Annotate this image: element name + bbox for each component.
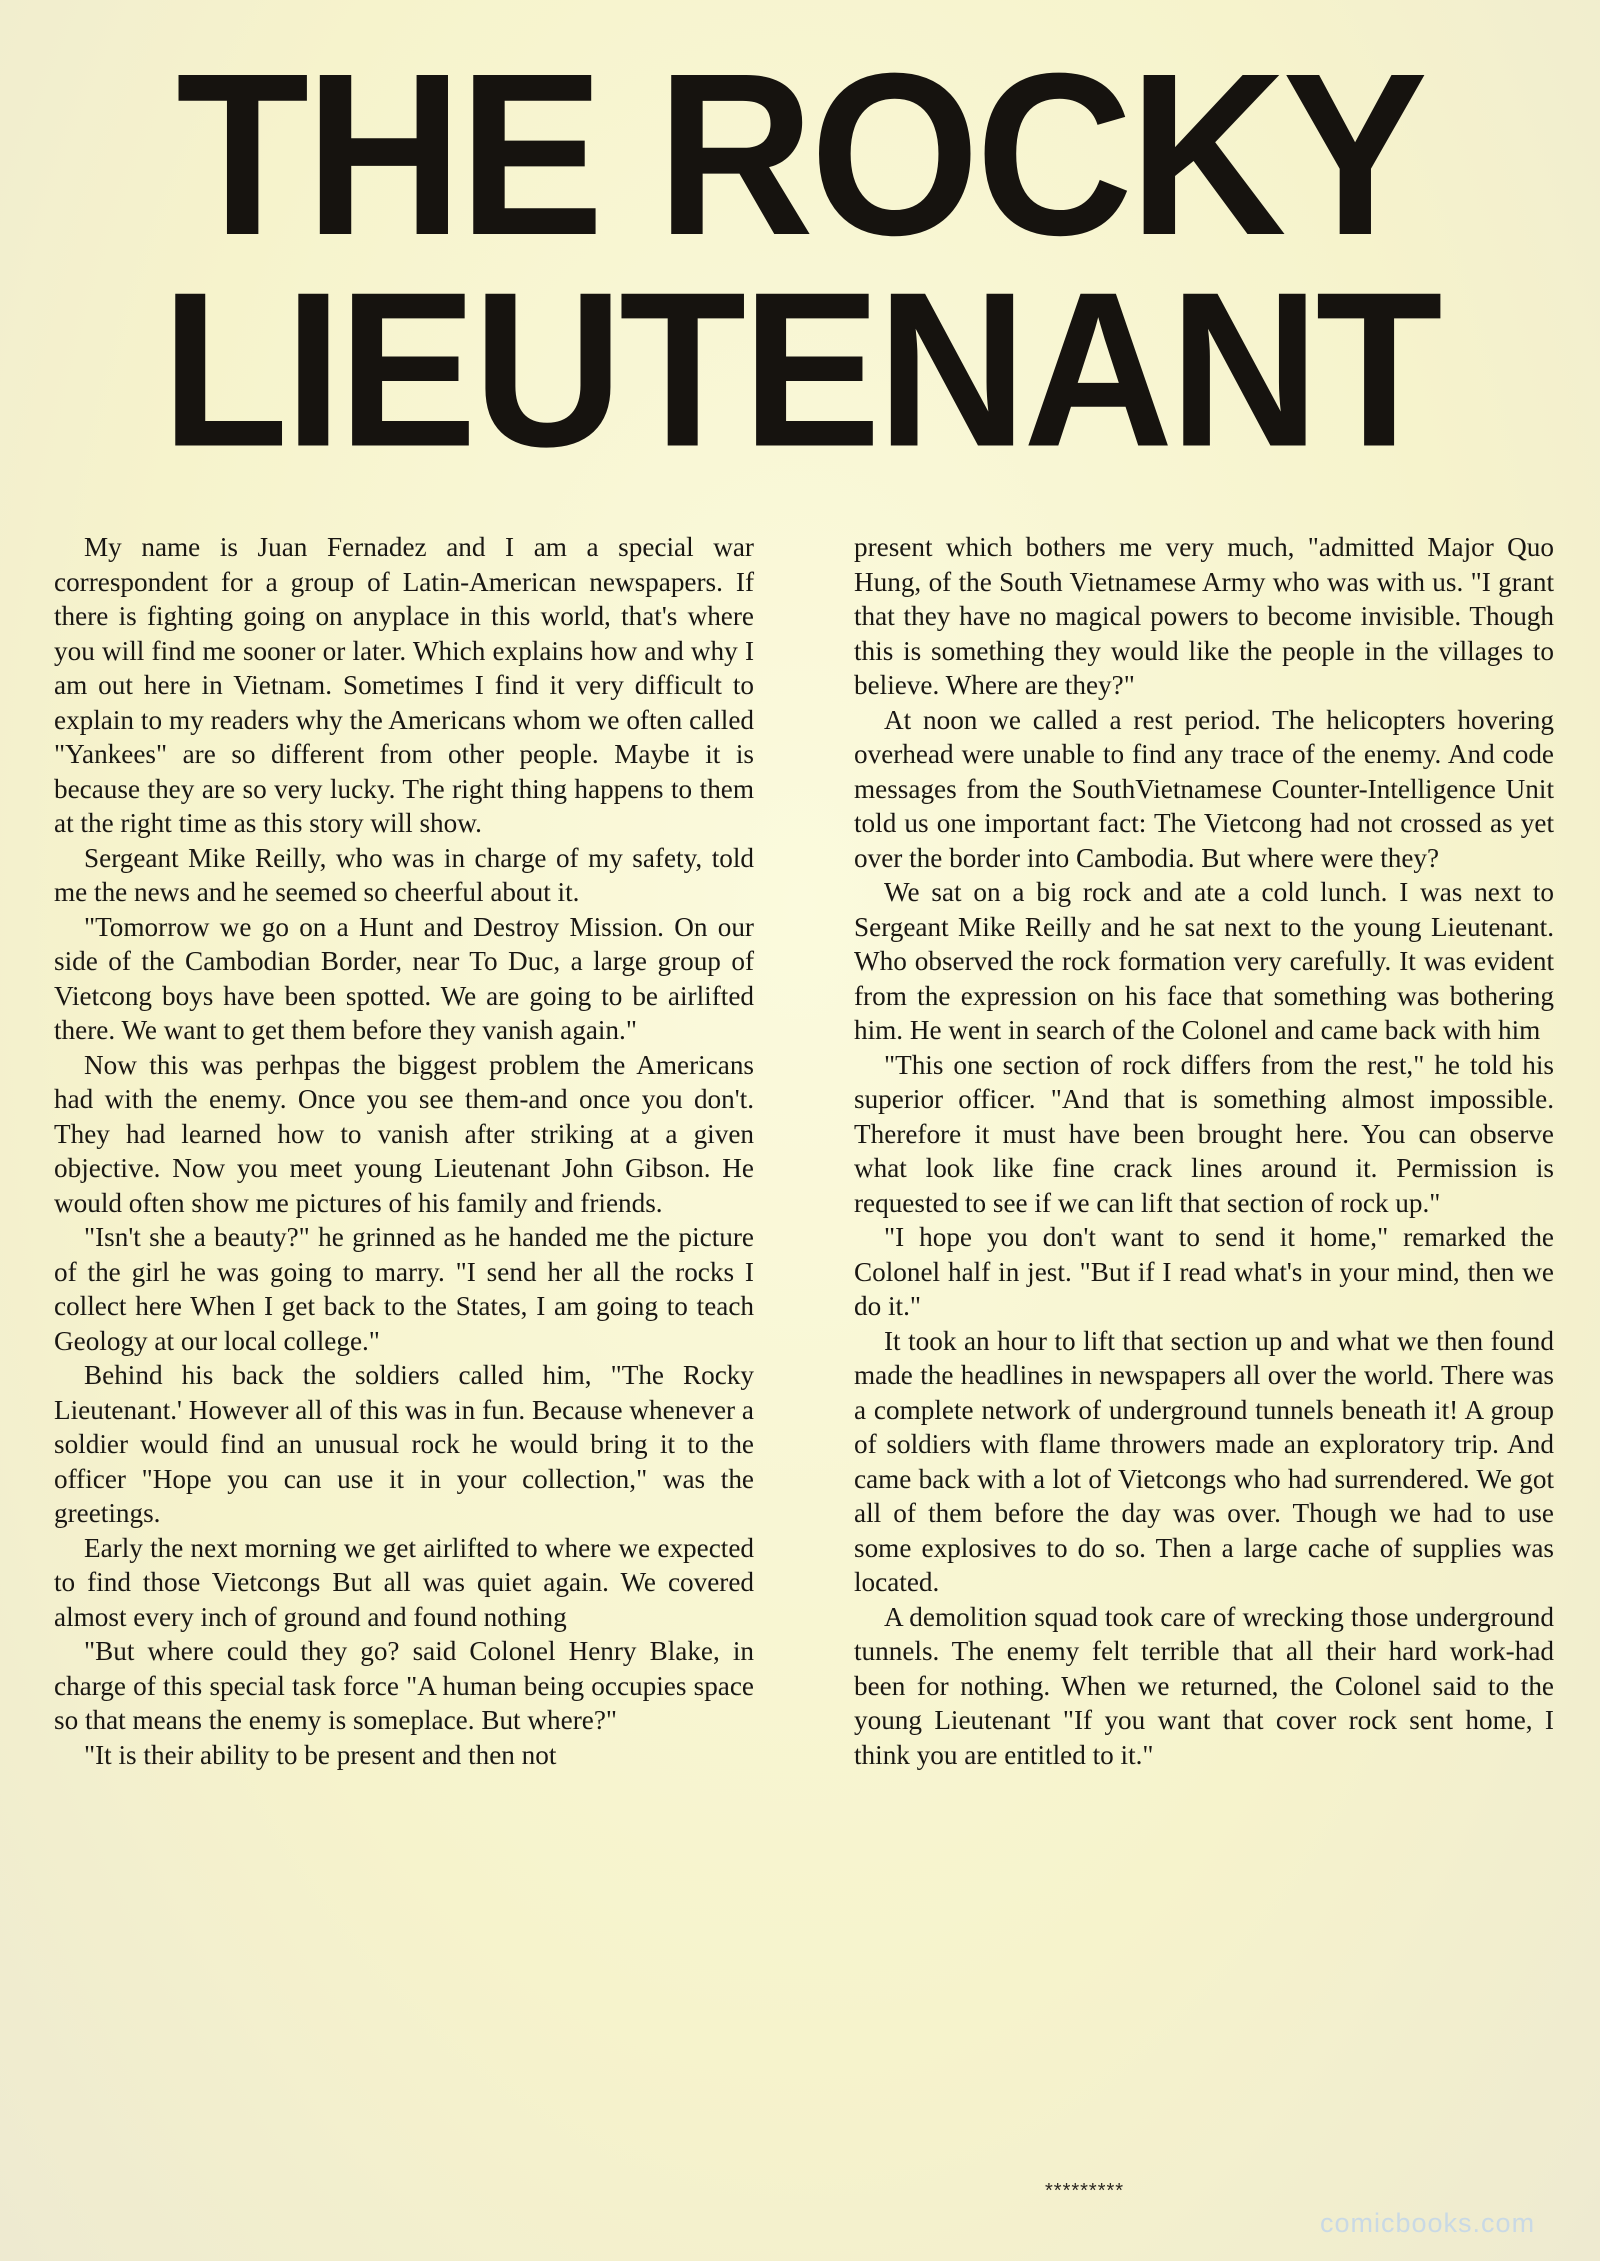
paragraph: "Tomorrow we go on a Hunt and Destroy Mission. On our side of the Cambodian Border, near To Duc, a large group of Vietcong boys have been spotted. We are going to be airlifted there. We want to get them before they vanish again." [54,911,754,1045]
watermark: comicbooks.com [1320,2208,1536,2238]
paragraph: Now this was perhpas the biggest problem the Americans had with the enemy. Once you see them-and once you don't. They had learned how to vanish after striking at a given objective. Now you meet young Lieutenant John Gibson. He would often show me pictures of his family and friends. [54,1049,754,1218]
paragraph: My name is Juan Fernadez and I am a special war correspondent for a group of Latin-American newspapers. If there is fighting going on anyplace in this world, that's where you will find me sooner or later. Which explains how and why I am out here in Vietnam. Sometimes I find it very difficult to explain to my readers why the Americans whom we often called "Yankees" are so different from other people. Maybe it is because they are so very lucky. The right thing happens to them at the right time as this story will show. [54,532,754,838]
right-column [854,530,1554,1772]
paragraph-continuation: present which bothers me very much, "admitted Major Quo Hung, of the South Vietnamese Army who was with us. "I grant that they have no magical powers to become invisible. Though this is something they would like the people in the villages to believe. Where are they?" [854,532,1554,700]
end-mark: ********* [1045,2180,1125,2202]
paragraph: "This one section of rock differs from the rest," he told his superior officer. "And that is something almost impossible. Therefore it must have been brought here. You can observe what look like fine crack lines around it. Permission is requested to see if we can lift that section of rock up." [854,1049,1554,1218]
paragraph: Early the next morning we get airlifted to where we expected to find those Vietcongs But all was quiet again. We covered almost every inch of ground and found nothing [54,1532,754,1632]
left-column [54,530,754,1772]
story-body [54,530,1554,2180]
story-title [120,26,1480,500]
paragraph: "Isn't she a beauty?" he grinned as he handed me the picture of the girl he was going to marry. "I send her all the rocks I collect here When I get back to the States, I am going to teach Geology at our local college." [54,1222,754,1356]
title-line-1: THE ROCKY [176,26,1424,284]
paragraph: We sat on a big rock and ate a cold lunch. I was next to Sergeant Mike Reilly and he sat next to the young Lieutenant. Who observed the rock formation very carefully. It was evident from the expression on his face that something was bothering him. He went in search of the Colonel and came back with him [854,877,1554,1045]
paragraph: A demolition squad took care of wrecking those underground tunnels. The enemy felt terrible that all their hard work-had been for nothing. When we returned, the Colonel said to the young Lieutenant "If you want that cover rock sent home, I think you are entitled to it." [854,1601,1554,1770]
title-line-2: LIEUTENANT [161,247,1439,494]
paragraph: At noon we called a rest period. The helicopters hovering overhead were unable to find any trace of the enemy. And code messages from the SouthVietnamese Counter-Intelligence Unit told us one important fact: The Vietcong had not crossed as yet over the border into Cambodia. But where were they? [854,704,1554,873]
paragraph: Sergeant Mike Reilly, who was in charge of my safety, told me the news and he seemed so cheerful about it. [54,842,754,907]
paragraph: "But where could they go? said Colonel Henry Blake, in charge of this special task force "A human being occupies space so that means the enemy is someplace. But where?" [54,1636,754,1735]
paragraph: "I hope you don't want to send it home," remarked the Colonel half in jest. "But if I read what's in your mind, then we do it." [854,1222,1554,1321]
paragraph: "It is their ability to be present and then not [84,1739,557,1770]
paragraph: It took an hour to lift that section up and what we then found made the headlines in newspapers all over the world. There was a complete network of underground tunnels beneath it! A group of soldiers with flame throwers made an exploratory trip. And came back with a lot of Vietcongs who had surrendered. We got all of them before the day was over. Though we had to use some explosives to do so. Then a large cache of supplies was located. [854,1325,1554,1597]
paragraph: Behind his back the soldiers called him, "The Rocky Lieutenant.' However all of this was in fun. Because whenever a soldier would find an unusual rock he would bring it to the officer "Hope you can use it in your collection," was the greetings. [54,1360,754,1528]
